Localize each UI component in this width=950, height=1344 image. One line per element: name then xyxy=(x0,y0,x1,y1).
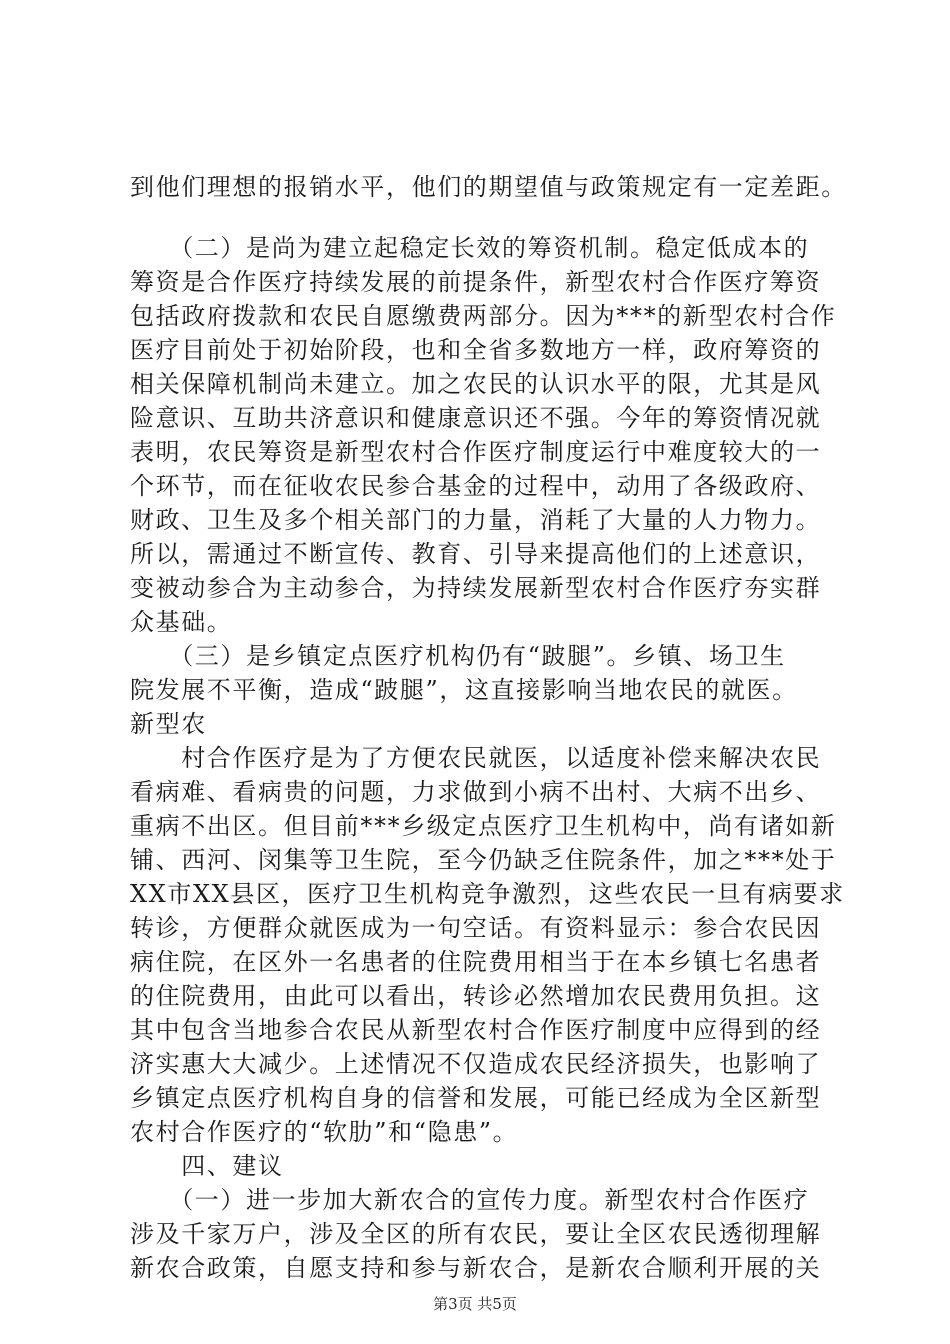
text-line: 农村合作医疗的“软肋”和“隐患”。 xyxy=(130,1118,519,1146)
text-line: 其中包含当地参合农民从新型农村合作医疗制度中应得到的经 xyxy=(130,1016,822,1044)
text-line: 济实惠大大减少。上述情况不仅造成农民经济损失，也影响了 xyxy=(130,1050,822,1078)
text-line: 的住院费用，由此可以看出，转诊必然增加农民费用负担。这 xyxy=(130,982,822,1010)
text-line: 险意识、互助共济意识和健康意识还不强。今年的筹资情况就 xyxy=(130,404,822,432)
text-line: 到他们理想的报销水平，他们的期望值与政策规定有一定差距。 xyxy=(130,173,847,201)
text-line: 变被动参合为主动参合，为持续发展新型农村合作医疗夯实群 xyxy=(130,574,822,602)
text-line: 新农合政策，自愿支持和参与新农合，是新农合顺利开展的关 xyxy=(130,1254,822,1282)
section-heading: 四、建议 xyxy=(130,1152,284,1180)
text-line: （二）是尚为建立起稳定长效的筹资机制。稳定低成本的 xyxy=(130,234,810,262)
text-line: （一）进一步加大新农合的宣传力度。新型农村合作医疗 xyxy=(130,1186,810,1214)
text-line: 相关保障机制尚未建立。加之农民的认识水平的限，尤其是风 xyxy=(130,370,822,398)
text-line: 转诊，方便群众就医成为一句空话。有资料显示：参合农民因 xyxy=(130,914,822,942)
text-line: 院发展不平衡，造成“跛腿”，这直接影响当地农民的就医。 xyxy=(130,676,798,704)
text-line: 财政、卫生及多个相关部门的力量，消耗了大量的人力物力。 xyxy=(130,506,822,534)
text-line: 乡镇定点医疗机构自身的信誉和发展，可能已经成为全区新型 xyxy=(130,1084,822,1112)
text-line: XX市XX县区，医疗卫生机构竞争激烈，这些农民一旦有病要求 xyxy=(130,880,845,908)
text-line: 新型农 xyxy=(130,710,207,738)
text-line: （三）是乡镇定点医疗机构仍有“跛腿”。乡镇、场卫生 xyxy=(130,642,786,670)
text-line: 筹资是合作医疗持续发展的前提条件，新型农村合作医疗筹资 xyxy=(130,268,822,296)
text-line: 重病不出区。但目前***乡级定点医疗卫生机构中，尚有诸如新 xyxy=(130,812,837,840)
text-line: 众基础。 xyxy=(130,608,233,636)
text-line: 涉及千家万户，涉及全区的所有农民，要让全区农民透彻理解 xyxy=(130,1220,822,1248)
text-line: 个环节，而在征收农民参合基金的过程中，动用了各级政府、 xyxy=(130,472,822,500)
text-line: 医疗目前处于初始阶段，也和全省多数地方一样，政府筹资的 xyxy=(130,336,822,364)
text-line: 病住院，在区外一名患者的住院费用相当于在本乡镇七名患者 xyxy=(130,948,822,976)
text-line: 表明，农民筹资是新型农村合作医疗制度运行中难度较大的一 xyxy=(130,438,822,466)
page-footer: 第3页 共5页 xyxy=(433,1295,517,1313)
text-line: 铺、西河、闵集等卫生院，至今仍缺乏住院条件，加之***处于 xyxy=(130,846,837,874)
text-line: 所以，需通过不断宣传、教育、引导来提高他们的上述意识， xyxy=(130,540,822,568)
text-line: 包括政府拨款和农民自愿缴费两部分。因为***的新型农村合作 xyxy=(130,302,837,330)
text-line: 看病难、看病贵的问题，力求做到小病不出村、大病不出乡、 xyxy=(130,778,822,806)
text-line: 村合作医疗是为了方便农民就医，以适度补偿来解决农民 xyxy=(130,744,822,772)
